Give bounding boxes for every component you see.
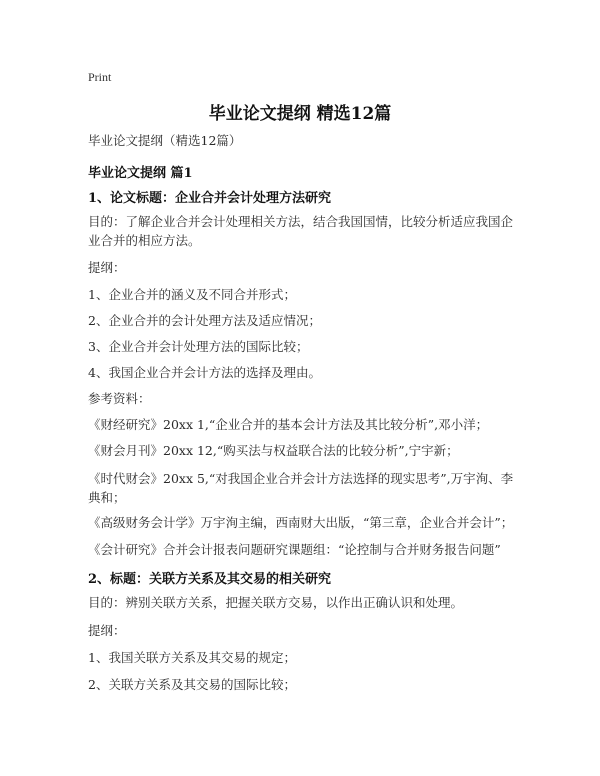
topic1-outline-item: 1、企业合并的涵义及不同合并形式； — [88, 287, 296, 302]
topic1-outline-item: 2、企业合并的会计处理方法及适应情况； — [88, 313, 321, 328]
topic1-purpose: 目的：了解企业合并会计处理相关方法，结合我国国情，比较分析适应我国企业合并的相应方法。 — [88, 214, 514, 248]
topic1-outline-item: 3、企业合并会计处理方法的国际比较； — [88, 339, 309, 354]
topic2-outline-label: 提纲： — [88, 623, 126, 638]
topic1-refs-label: 参考资料： — [88, 391, 151, 406]
print-link[interactable]: Print — [88, 70, 112, 84]
topic2-outline-item: 1、我国关联方关系及其交易的规定； — [88, 650, 296, 665]
reference-item: 《财经研究》20xx 1,“企业合并的基本会计方法及其比较分析”,邓小洋； — [88, 417, 489, 432]
topic2-heading: 2、标题：关联方关系及其交易的相关研究 — [88, 572, 332, 587]
topic1-outline-label: 提纲： — [88, 260, 126, 275]
section-heading: 毕业论文提纲 篇1 — [88, 166, 193, 181]
page-title: 毕业论文提纲 精选12篇 — [208, 104, 392, 124]
reference-item: 《财会月刊》20xx 12,“购买法与权益联合法的比较分析”,宁宇新； — [88, 443, 459, 458]
topic1-heading: 1、论文标题：企业合并会计处理方法研究 — [88, 191, 332, 206]
topic2-outline-item: 2、关联方关系及其交易的国际比较； — [88, 677, 296, 692]
topic2-purpose: 目的：辨别关联方关系，把握关联方交易，以作出正确认识和处理。 — [88, 595, 464, 610]
reference-item: 《会计研究》合并会计报表问题研究课题组：“论控制与合并财务报告问题” — [88, 542, 501, 557]
reference-item: 《时代财会》20xx 5,“对我国企业合并会计方法选择的现实思考”,万宇洵、李典和； — [88, 471, 514, 505]
reference-item: 《高级财务会计学》万宇洵主编，西南财大出版，“第三章，企业合并会计”； — [88, 515, 514, 530]
topic1-outline-item: 4、我国企业合并会计方法的选择及理由。 — [88, 365, 321, 380]
document-subtitle: 毕业论文提纲（精选12篇） — [88, 133, 242, 148]
